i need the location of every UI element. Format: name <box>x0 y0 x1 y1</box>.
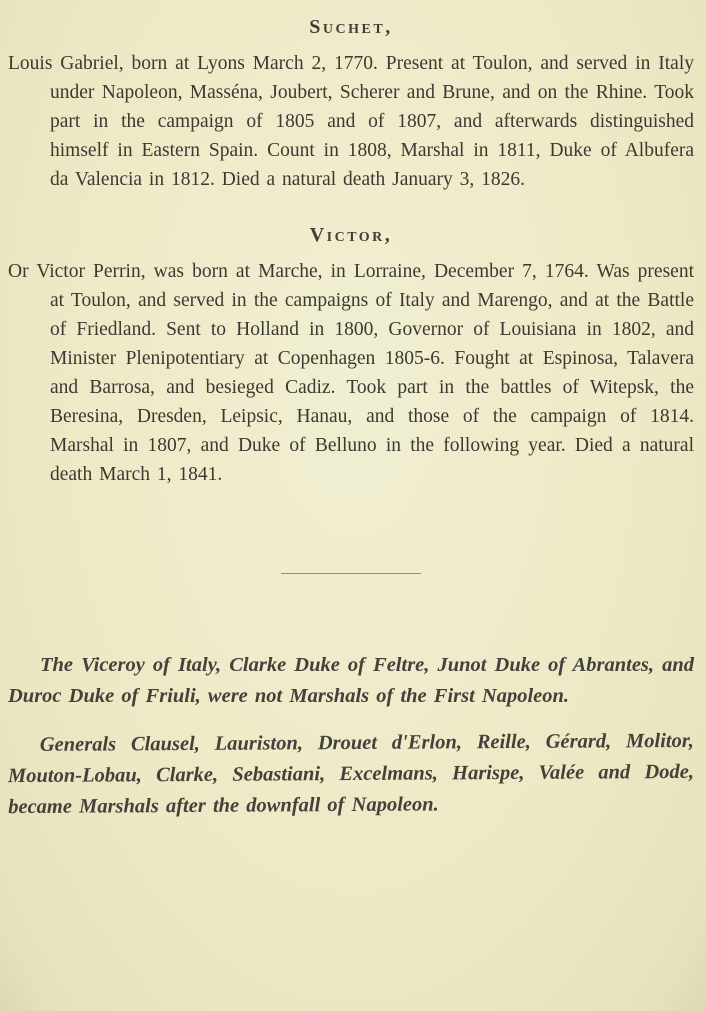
footnotes-block <box>8 650 694 821</box>
section-divider-rule <box>281 573 421 574</box>
entry-heading-victor: Victor, <box>309 224 393 246</box>
note-non-marshals: The Viceroy of Italy, Clarke Duke of Feltre, Junot Duke of Abrantes, and Duroc Duke of Friuli, were not Marshals of the First Napoleon. <box>8 654 694 707</box>
entry-body-victor: Or Victor Perrin, was born at Marche, in Lorraine, December 7, 1764. Was present at Toulon, and served in the campaigns of Italy and Marengo, and at the Battle of Friedland. Sent to Holland in 1800, Governor of Louisiana in 1802, and Minister Plenipotentiary at Copenhagen 1805-6. Fought at Espinosa, Talavera and Barrosa, and besieged Cadiz. Took part in the battles of Witepsk, the Beresina, Dresden, Leipsic, Hanau, and those of the campaign of 1814. Marshal in 1807, and Duke of Belluno in the following year. Died a natural death March 1, 1841. <box>8 261 694 485</box>
note-later-marshals: Generals Clausel, Lauriston, Drouet d'Erlon, Reille, Gérard, Molitor, Mouton-Lobau, Clarke, Sebastiani, Excelmans, Harispe, Valée and Dode, became Marshals after the downfall of Napoleon. <box>7 729 695 819</box>
entry-heading-suchet: Suchet, <box>309 16 393 38</box>
entry-body-suchet: Louis Gabriel, born at Lyons March 2, 1770. Present at Toulon, and served in Italy under Napoleon, Masséna, Joubert, Scherer and Brune, and on the Rhine. Took part in the campaign of 1805 and of 1807, and afterwards distinguished himself in Eastern Spain. Count in 1808, Marshal in 1811, Duke of Albufera da Valencia in 1812. Died a natural death January 3, 1826. <box>8 53 694 190</box>
